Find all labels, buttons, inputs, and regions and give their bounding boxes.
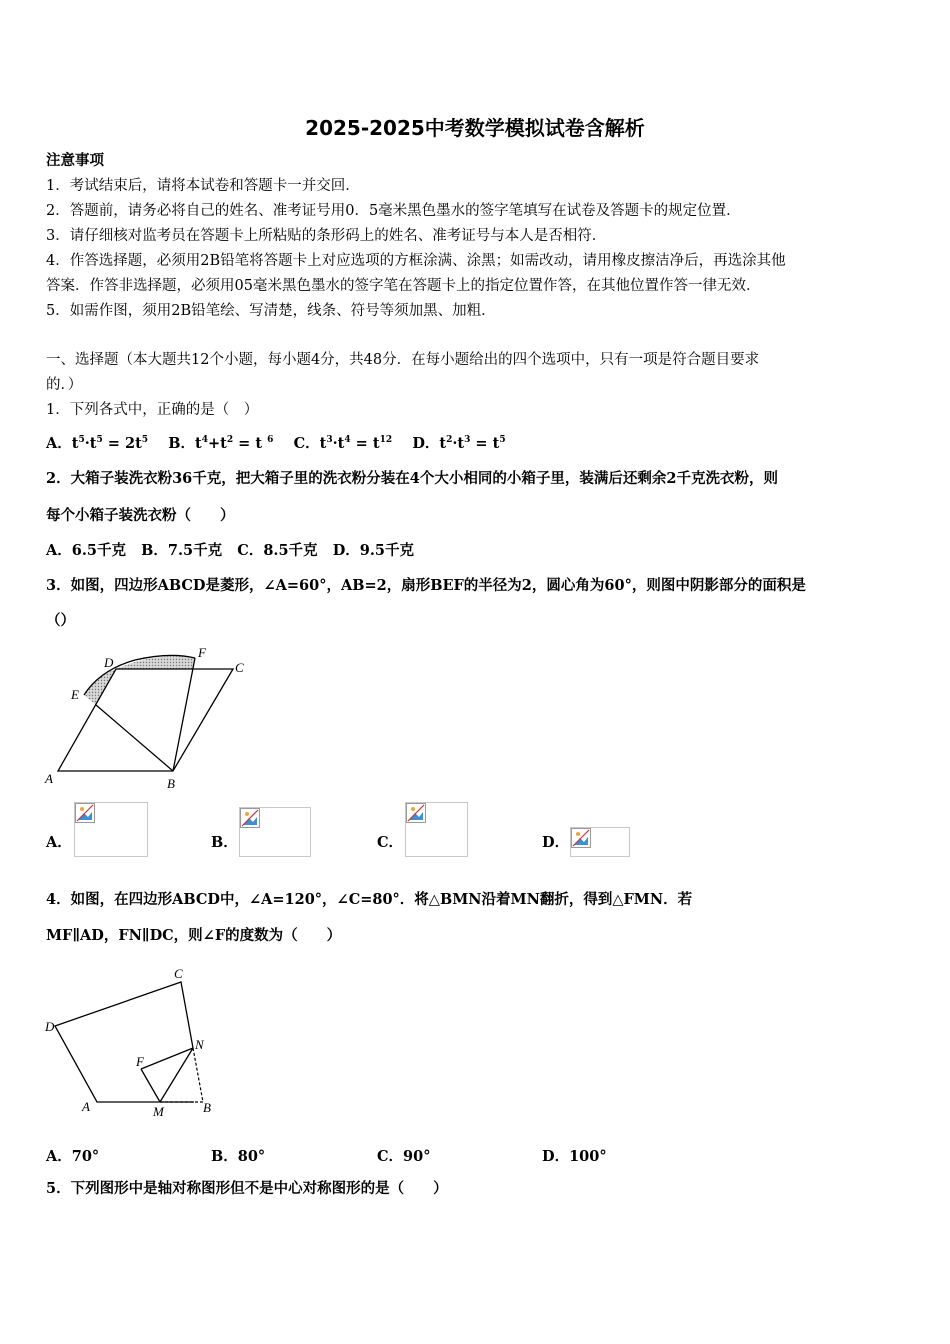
segment-bf (173, 658, 195, 771)
quadrilateral-outline (55, 982, 194, 1102)
label-f: F (198, 645, 206, 660)
page-title: 2025-2025中考数学模拟试卷含解析 (305, 116, 645, 140)
label-c: C (235, 660, 244, 675)
shaded-region-left (84, 669, 116, 705)
broken-image-icon (571, 828, 591, 848)
q3-option-a: A． (46, 834, 72, 851)
notice-item-1: 1．考试结束后，请将本试卷和答题卡一并交回． (46, 178, 360, 194)
q3-stem-line2: （） (46, 612, 75, 629)
label-a: A (82, 1099, 90, 1114)
label-c: C (174, 966, 183, 981)
notice-item-5: 答案．作答非选择题，必须用05毫米黑色墨水的签字笔在答题卡上的指定位置作答，在其他位置作答一律无效． (46, 278, 761, 294)
segment-be (96, 705, 173, 771)
notice-item-6: 5．如需作图，须用2B铅笔绘、写清楚，线条、符号等须加黑、加粗． (46, 303, 496, 319)
section-heading-line1: 一、选择题（本大题共12个小题，每小题4分，共48分．在每小题给出的四个选项中，只有一项是符合题目要求 (46, 352, 760, 368)
label-m: M (153, 1104, 164, 1119)
q4-option-c: C．90° (377, 1148, 431, 1165)
q2-option-b: B．7.5千克 (141, 542, 223, 559)
q3-stem-line1: 3．如图，四边形ABCD是菱形，∠A=60°，AB=2，扇形BEF的半径为2，圆心角为60°，则图中阴影部分的面积是 (46, 577, 806, 594)
q1-options (46, 434, 506, 454)
q3-option-b: B． (211, 834, 238, 851)
broken-image-icon (406, 803, 426, 823)
q5-stem: 5．下列图形中是轴对称图形但不是中心对称图形的是（ ） (46, 1180, 448, 1197)
notice-item-2: 2．答题前，请务必将自己的姓名、准考证号用0．5毫米黑色墨水的签字笔填写在试卷及答题卡的规定位置． (46, 203, 741, 219)
label-b: B (203, 1100, 211, 1115)
q1-option-b: B．$t^4+t^2 = t$ $^6$ (168, 435, 274, 452)
q2-option-a: A．6.5千克 (46, 542, 126, 559)
label-d: D (45, 1019, 55, 1034)
q2-stem-line2: 每个小箱子装洗衣粉（ ） (46, 507, 235, 524)
label-a: A (45, 771, 53, 786)
broken-image-icon (240, 808, 260, 828)
label-d: D (104, 655, 114, 670)
rhombus-abcd (58, 669, 233, 771)
q4-stem-line1: 4．如图，在四边形ABCD中，∠A=120°，∠C=80°．将△BMN沿着MN翻折，得到△FMN．若 (46, 891, 693, 908)
segment-nb-dashed (193, 1048, 203, 1102)
notice-item-4: 4．作答选择题，必须用2B铅笔将答题卡上对应选项的方框涂满、涂黑；如需改动，请用橡皮擦洁净后，再选涂其他 (46, 253, 786, 269)
q4-option-a: A．70° (46, 1148, 100, 1165)
notice-heading: 注意事项 (46, 152, 104, 169)
q1-option-c: C．$t^3\cdot t^4 = t^{12}$ (293, 435, 393, 452)
label-f: F (136, 1054, 144, 1069)
q4-stem-line2: MF∥AD，FN∥DC，则∠F的度数为（ ） (46, 927, 342, 944)
label-n: N (195, 1037, 204, 1052)
q2-option-d: D．9.5千克 (332, 542, 415, 559)
q2-stem-line1: 2．大箱子装洗衣粉36千克，把大箱子里的洗衣粉分装在4个大小相同的小箱子里，装满后还剩余2千克洗衣粉，则 (46, 470, 778, 487)
q4-figure (40, 960, 230, 1125)
segment-fn (141, 1048, 193, 1069)
q2-option-c: C．8.5千克 (237, 542, 318, 559)
q3-option-c: C． (377, 834, 404, 851)
segment-fm (141, 1069, 160, 1102)
segment-mn (160, 1048, 193, 1102)
notice-item-3: 3．请仔细核对监考员在答题卡上所粘贴的条形码上的姓名、准考证号与本人是否相符． (46, 228, 607, 244)
q1-option-a: A．$t^5\cdot t^5 = 2t^5$ (46, 435, 149, 452)
q3-figure (40, 640, 260, 795)
q4-option-d: D．100° (542, 1148, 607, 1165)
q2-options (46, 541, 414, 561)
section-heading-line2: 的．） (46, 377, 83, 393)
label-e: E (71, 687, 79, 702)
q1-option-d: D．$t^2\cdot t^3 = t^5$ (412, 435, 506, 452)
broken-image-icon (75, 803, 95, 823)
q4-option-b: B．80° (211, 1148, 266, 1165)
q3-option-d: D． (542, 834, 570, 851)
label-b: B (167, 776, 175, 791)
q1-stem: 1．下列各式中，正确的是（ ） (46, 402, 259, 418)
